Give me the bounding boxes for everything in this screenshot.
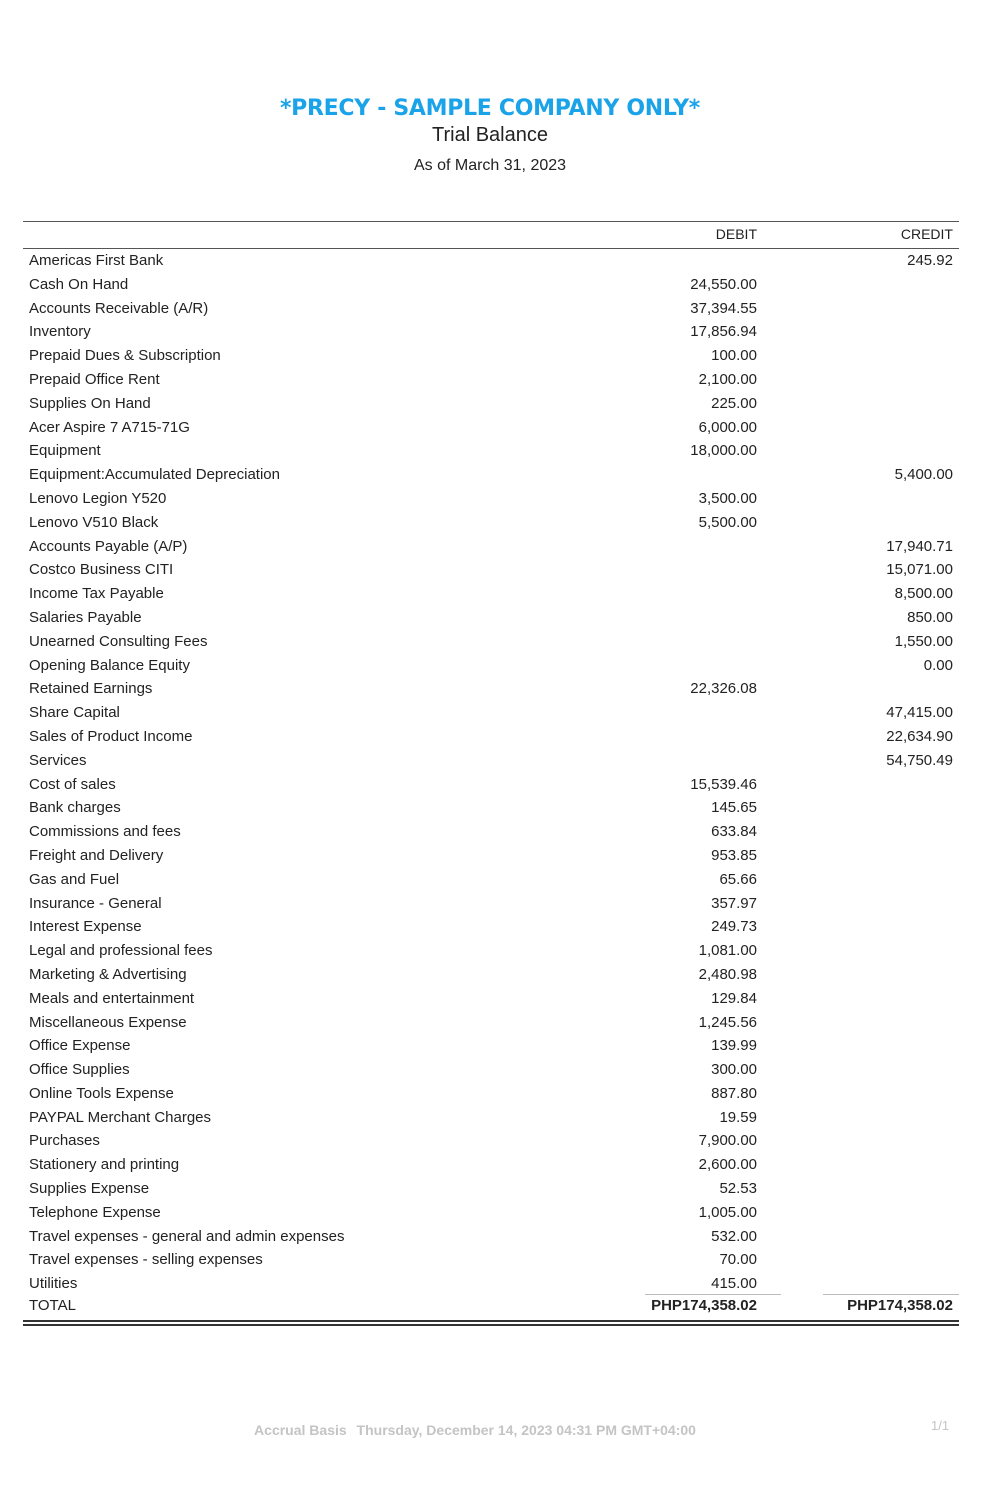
account-name: Office Supplies [29, 1061, 130, 1079]
table-row [23, 368, 959, 392]
account-name: Opening Balance Equity [29, 656, 190, 674]
account-name: Travel expenses - selling expenses [29, 1251, 263, 1269]
accounting-basis: Accrual Basis [254, 1422, 347, 1438]
table-row [23, 915, 959, 939]
table-row [23, 939, 959, 963]
report-header [0, 94, 980, 176]
table-row [23, 535, 959, 559]
credit-amount: 245.92 [907, 252, 953, 269]
table-row [23, 1225, 959, 1249]
debit-amount: 1,005.00 [698, 1203, 757, 1221]
account-name: Legal and professional fees [29, 942, 213, 960]
table-row [23, 1272, 959, 1296]
page-number: 1/1 [931, 1418, 950, 1433]
account-rows [23, 249, 959, 1296]
debit-amount: 300.00 [711, 1061, 757, 1079]
account-name: PAYPAL Merchant Charges [29, 1108, 212, 1126]
account-name: Purchases [29, 1132, 100, 1150]
table-row [23, 273, 959, 297]
credit-amount: 17,940.71 [886, 537, 953, 555]
table-row [23, 987, 959, 1011]
table-row [23, 963, 959, 987]
debit-column-header: DEBIT [715, 226, 757, 242]
debit-amount: 357.97 [711, 894, 757, 912]
account-name: Lenovo V510 Black [29, 513, 159, 531]
debit-amount: 70.00 [719, 1251, 757, 1269]
account-name: Acer Aspire 7 A715-71G [29, 418, 190, 436]
trial-balance-table [23, 221, 959, 1326]
account-name: Freight and Delivery [29, 846, 164, 864]
debit-amount: 5,500.00 [698, 513, 757, 531]
debit-amount: 532.00 [711, 1227, 757, 1245]
table-row [23, 392, 959, 416]
account-name: Office Expense [29, 1037, 131, 1055]
table-row [23, 1177, 959, 1201]
debit-amount: 225.00 [711, 394, 757, 412]
debit-amount: 415.00 [711, 1275, 757, 1293]
debit-amount: 3,500.00 [698, 489, 757, 507]
table-row [23, 320, 959, 344]
table-row [23, 725, 959, 749]
debit-amount: 24,550.00 [690, 275, 757, 293]
account-name: Accounts Payable (A/P) [29, 537, 188, 555]
debit-amount: 65.66 [719, 870, 757, 888]
table-row [23, 582, 959, 606]
table-row [23, 463, 959, 487]
debit-amount: 2,480.98 [698, 965, 757, 983]
column-header-row [23, 222, 959, 249]
table-row [23, 773, 959, 797]
account-name: Retained Earnings [29, 680, 153, 698]
table-row [23, 796, 959, 820]
account-name: Prepaid Office Rent [29, 370, 160, 388]
credit-amount: 54,750.49 [886, 751, 953, 769]
account-name: Cost of sales [29, 775, 116, 793]
table-row [23, 1153, 959, 1177]
account-name: Bank charges [29, 799, 121, 817]
table-row [23, 249, 959, 273]
table-row [23, 892, 959, 916]
account-name: Equipment:Accumulated Depreciation [29, 466, 280, 484]
table-row [23, 868, 959, 892]
report-footer [0, 1422, 950, 1438]
table-row [23, 1034, 959, 1058]
total-row [23, 1296, 959, 1320]
debit-amount: 7,900.00 [698, 1132, 757, 1150]
account-name: Utilities [29, 1275, 78, 1293]
table-row [23, 677, 959, 701]
debit-amount: 37,394.55 [690, 299, 757, 317]
account-name: Travel expenses - general and admin expenses [29, 1227, 345, 1245]
table-row [23, 1129, 959, 1153]
account-name: Income Tax Payable [29, 585, 164, 603]
debit-amount: 139.99 [711, 1037, 757, 1055]
table-row [23, 654, 959, 678]
report-timestamp: Thursday, December 14, 2023 04:31 PM GMT+04:00 [356, 1422, 696, 1438]
table-row [23, 844, 959, 868]
account-name: Commissions and fees [29, 823, 181, 841]
account-name: Telephone Expense [29, 1203, 161, 1221]
report-title: Trial Balance [432, 124, 548, 146]
debit-amount: 100.00 [711, 347, 757, 365]
debit-amount: 887.80 [711, 1084, 757, 1102]
debit-amount: 1,081.00 [698, 942, 757, 960]
debit-amount: 17,856.94 [690, 323, 757, 341]
account-name: Costco Business CITI [29, 561, 174, 579]
account-name: Americas First Bank [29, 252, 164, 269]
credit-amount: 1,550.00 [894, 632, 953, 650]
credit-amount: 0.00 [923, 656, 953, 674]
account-name: Lenovo Legion Y520 [29, 489, 167, 507]
account-name: Supplies On Hand [29, 394, 151, 412]
account-name: Miscellaneous Expense [29, 1013, 187, 1031]
table-row [23, 1201, 959, 1225]
debit-amount: 22,326.08 [690, 680, 757, 698]
table-row [23, 487, 959, 511]
account-name: Inventory [29, 323, 91, 341]
account-name: Accounts Receivable (A/R) [29, 299, 209, 317]
table-row [23, 1058, 959, 1082]
table-row [23, 1011, 959, 1035]
table-row [23, 344, 959, 368]
account-name: Meals and entertainment [29, 989, 195, 1007]
table-row [23, 606, 959, 630]
debit-amount: 953.85 [711, 846, 757, 864]
credit-amount: 15,071.00 [886, 561, 953, 579]
debit-amount: 145.65 [711, 799, 757, 817]
debit-amount: 15,539.46 [690, 775, 757, 793]
table-row [23, 630, 959, 654]
account-name: Cash On Hand [29, 275, 129, 293]
account-name: Share Capital [29, 704, 120, 722]
table-row [23, 701, 959, 725]
total-double-rule [23, 1320, 959, 1326]
table-row [23, 558, 959, 582]
account-name: Insurance - General [29, 894, 162, 912]
credit-amount: 47,415.00 [886, 704, 953, 722]
debit-amount: 633.84 [711, 823, 757, 841]
total-label: TOTAL [29, 1297, 76, 1315]
debit-amount: 18,000.00 [690, 442, 757, 460]
account-name: Marketing & Advertising [29, 965, 187, 983]
debit-amount: 249.73 [711, 918, 757, 936]
credit-column-header: CREDIT [900, 226, 953, 242]
debit-amount: 129.84 [711, 989, 757, 1007]
account-name: Services [29, 751, 87, 769]
debit-amount: 2,100.00 [698, 370, 757, 388]
debit-amount: 52.53 [719, 1180, 757, 1198]
debit-amount: 2,600.00 [698, 1156, 757, 1174]
account-name: Salaries Payable [29, 608, 142, 626]
credit-amount: 5,400.00 [894, 466, 953, 484]
credit-amount: 850.00 [907, 608, 953, 626]
debit-amount: 1,245.56 [698, 1013, 757, 1031]
account-name: Stationery and printing [29, 1156, 180, 1174]
account-name: Online Tools Expense [29, 1084, 174, 1102]
table-row [23, 749, 959, 773]
debit-amount: 19.59 [719, 1108, 757, 1126]
table-row [23, 297, 959, 321]
table-row [23, 416, 959, 440]
table-row [23, 820, 959, 844]
account-name: Gas and Fuel [29, 870, 120, 888]
account-name: Equipment [29, 442, 101, 460]
credit-amount: 8,500.00 [894, 585, 953, 603]
table-row [23, 1106, 959, 1130]
total-credit: PHP174,358.02 [847, 1297, 953, 1315]
account-name: Supplies Expense [29, 1180, 150, 1198]
table-row [23, 1082, 959, 1106]
account-name: Prepaid Dues & Subscription [29, 347, 221, 365]
debit-amount: 6,000.00 [698, 418, 757, 436]
credit-amount: 22,634.90 [886, 727, 953, 745]
total-debit: PHP174,358.02 [651, 1297, 757, 1315]
table-row [23, 439, 959, 463]
company-name: *PRECY - SAMPLE COMPANY ONLY* [279, 96, 701, 121]
table-row [23, 1248, 959, 1272]
account-name: Sales of Product Income [29, 727, 193, 745]
account-name: Interest Expense [29, 918, 142, 936]
report-date: As of March 31, 2023 [413, 157, 567, 174]
account-name: Unearned Consulting Fees [29, 632, 208, 650]
table-row [23, 511, 959, 535]
